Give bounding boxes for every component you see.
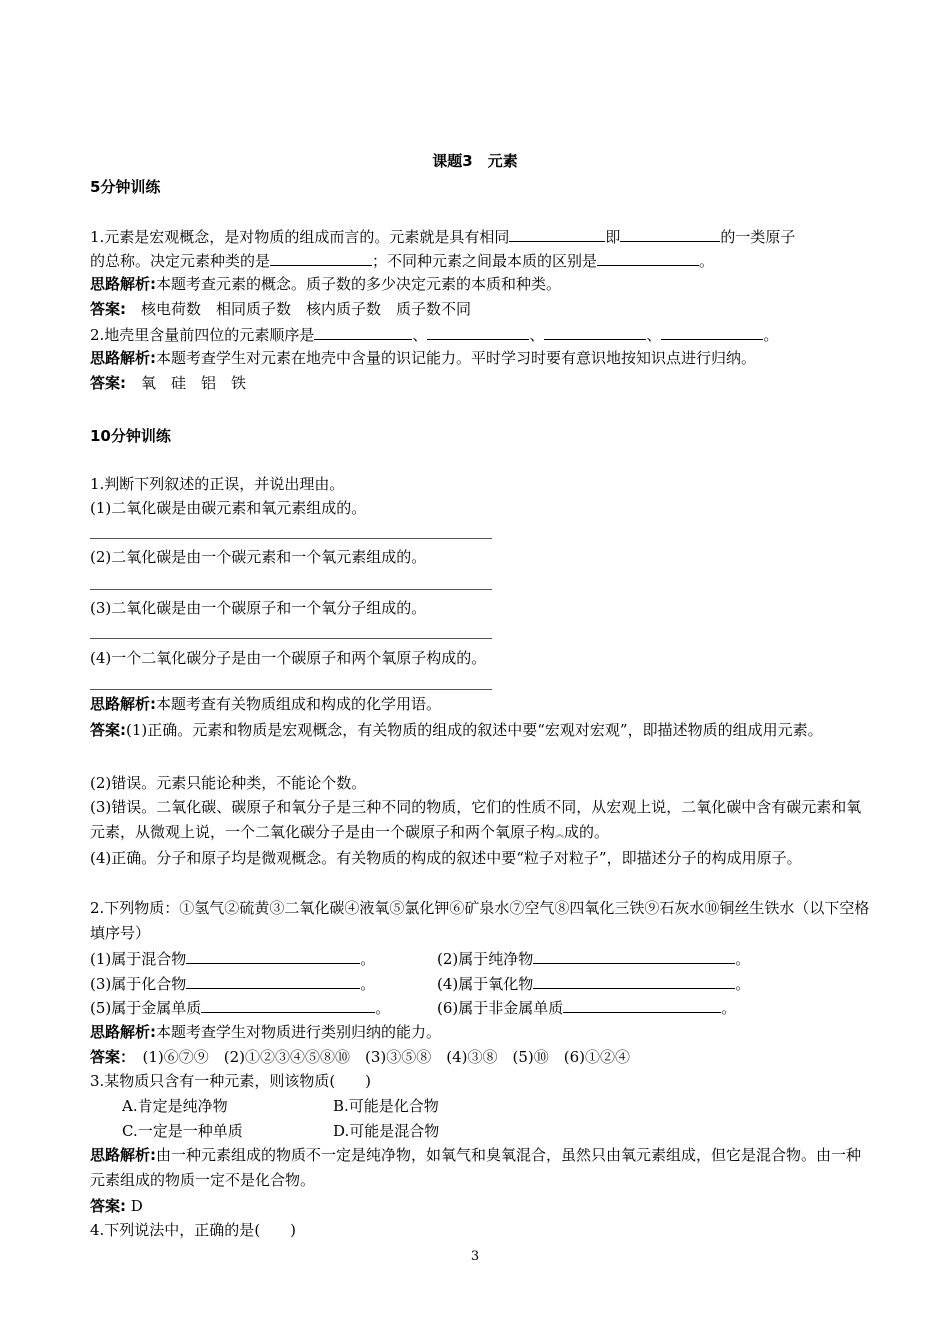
s1-q2: 2.地壳里含量前四位的元素顺序是 、 、 、 。	[90, 323, 870, 346]
s1-q1-analysis: 思路解析:本题考查元素的概念。质子数的多少决定元素的本质和种类。	[90, 275, 562, 293]
section-heading-5min: 5分钟训练	[90, 178, 161, 196]
s1-q1-answer: 答案: 核电荷数 相同质子数 核内质子数 质子数不同	[90, 300, 472, 318]
s2-q2-blank-3: (3)属于化合物 。	[90, 972, 375, 995]
s2-q3: 3.某物质只含有一种元素，则该物质( )	[90, 1072, 372, 1090]
option-a: A.肯定是纯净物	[122, 1097, 228, 1115]
section-heading-10min: 10分钟训练	[90, 427, 171, 445]
option-c: C.一定是一种单质	[122, 1122, 243, 1140]
s2-q2-answer: 答案： (1)⑥⑦⑨ (2)①②③④⑤⑧⑩ (3)③⑤⑧ (4)③⑧ (5)⑩ (6)①②④	[90, 1048, 631, 1066]
s1-q2-answer: 答案: 氧 硅 铝 铁	[90, 374, 247, 392]
option-b: B.可能是化合物	[333, 1097, 439, 1115]
s2-q1-item-4: (4)一个二氧化碳分子是由一个碳原子和两个氧原子构成的。	[90, 649, 487, 667]
s2-q1-answer-1: 答案:(1)正确。元素和物质是宏观概念，有关物质的组成的叙述中要“宏观对宏观”，即描述物质的组成用元素。	[90, 721, 823, 739]
s2-q2-blank-4: (4)属于氧化物 。	[437, 972, 750, 995]
answer-line	[90, 638, 492, 639]
s2-q2-analysis: 思路解析:本题考查学生对物质进行类别归纳的能力。	[90, 1023, 442, 1041]
s2-q3-analysis: 思路解析:由一种元素组成的物质不一定是纯净物，如氧气和臭氧混合，虽然只由氧元素组成，但它是混合物。由一种元素组成的物质一定不是化合物。	[90, 1146, 862, 1189]
s2-q2: 2.下列物质：①氢气②硫黄③二氧化碳④液氧⑤氯化钾⑥矿泉水⑦空气⑧四氧化三铁⑨石灰水⑩铜丝生铁水（以下空格填序号）	[90, 899, 870, 942]
answer-line	[90, 538, 492, 539]
answer-line	[90, 589, 492, 590]
answer-line	[90, 689, 492, 690]
s1-q2-analysis: 思路解析:本题考查学生对元素在地壳中含量的识记能力。平时学习时要有意识地按知识点进行归纳。	[90, 349, 757, 367]
s2-q2-blank-1: (1)属于混合物 。	[90, 947, 375, 970]
s2-q2-blank-5: (5)属于金属单质 。	[90, 996, 390, 1019]
s1-q1-line2: 的总称。决定元素种类的是 ；不同种元素之间最本质的区别是 。	[90, 249, 870, 272]
page-number: 3	[470, 1249, 480, 1264]
s2-q3-answer: 答案: D	[90, 1197, 143, 1215]
s2-q2-blank-2: (2)属于纯净物 。	[437, 947, 750, 970]
s2-q1-analysis: 思路解析:本题考查有关物质组成和构成的化学用语。	[90, 695, 442, 713]
s2-q1-item-1: (1)二氧化碳是由碳元素和氧元素组成的。	[90, 499, 367, 517]
option-d: D.可能是混合物	[333, 1122, 440, 1140]
s2-q1-answer-4: (4)正确。分子和原子均是微观概念。有关物质的构成的叙述中要“粒子对粒子”，即描述分子的构成用原子。	[90, 849, 802, 867]
s2-q1-answer-2: (2)错误。元素只能论种类，不能论个数。	[90, 774, 367, 792]
page-title: 课题3 元素	[432, 152, 518, 170]
s2-q2-blank-6: (6)属于非金属单质 。	[437, 996, 736, 1019]
s2-q4: 4.下列说法中，正确的是( )	[90, 1221, 297, 1239]
s2-q1-answer-3: (3)错误。二氧化碳、碳原子和氧分子是三种不同的物质，它们的性质不同，从宏观上说，二氧化碳中含有碳元素和氧元素，从微观上说，一个二氧化碳分子是由一个碳原子和两个氧原子构︽成的。	[90, 798, 862, 841]
s1-q1-line1: 1.元素是宏观概念，是对物质的组成而言的。元素就是具有相同 即 的一类原子	[90, 225, 870, 248]
s2-q1-item-2: (2)二氧化碳是由一个碳元素和一个氧元素组成的。	[90, 548, 427, 566]
s2-q1: 1.判断下列叙述的正误，并说出理由。	[90, 475, 345, 493]
s2-q1-item-3: (3)二氧化碳是由一个碳原子和一个氧分子组成的。	[90, 599, 427, 617]
